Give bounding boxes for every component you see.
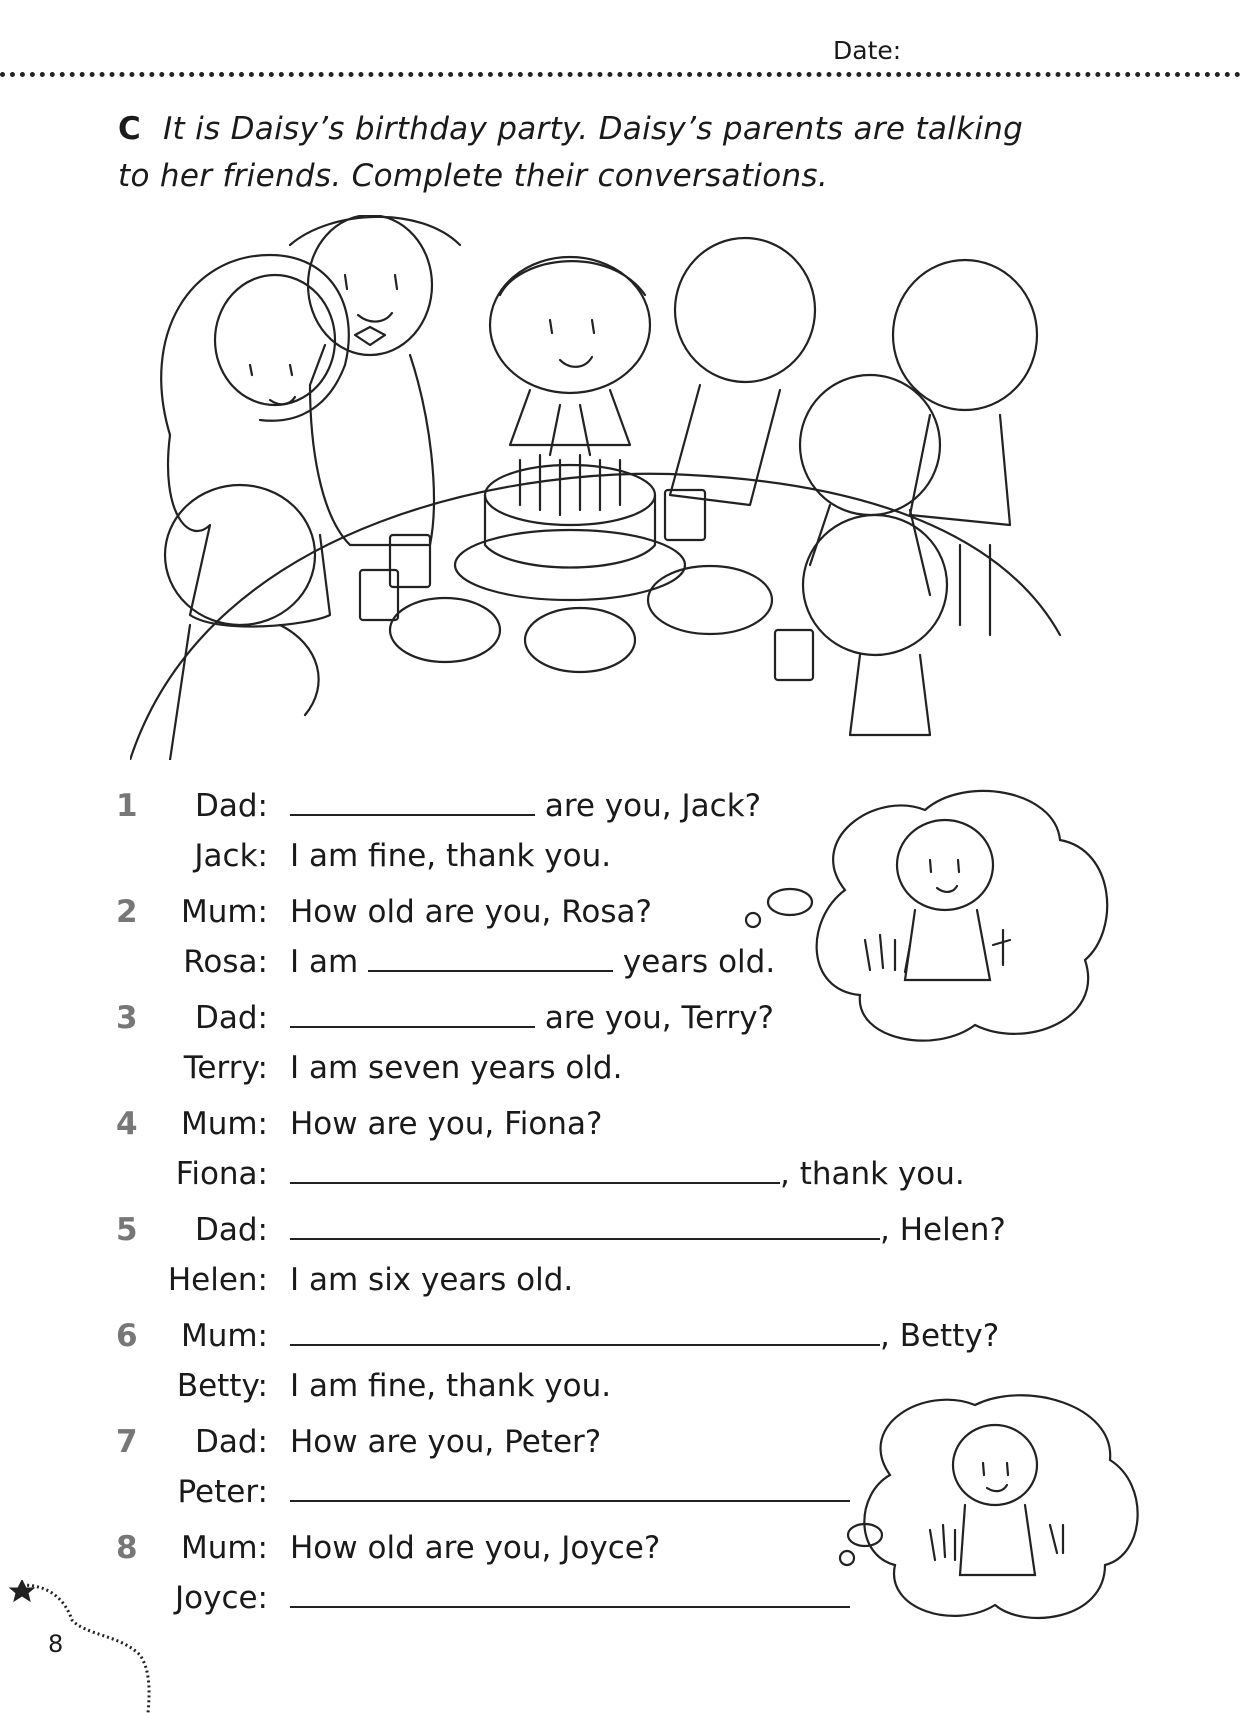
answer-blank[interactable] (368, 940, 613, 972)
speaker-label: Helen: (167, 1262, 268, 1298)
reply-text: I am fine, thank you. (290, 838, 612, 874)
item-number: 6 (116, 1318, 138, 1354)
answer-blank[interactable] (290, 784, 535, 816)
question-text: How are you, Fiona? (290, 1106, 603, 1142)
speaker-label: Joyce: (174, 1580, 268, 1616)
answer-blank[interactable] (290, 1208, 880, 1240)
page-corner-decoration (0, 1580, 170, 1713)
question-text: How old are you, Joyce? (290, 1530, 661, 1566)
speaker-label: Dad: (195, 1000, 268, 1036)
dad-figure (290, 215, 460, 545)
speaker-label: Terry: (183, 1050, 268, 1086)
item-number: 7 (116, 1424, 138, 1460)
answer-blank[interactable] (290, 1314, 880, 1346)
date-label: Date: (833, 36, 902, 65)
speaker-label: Mum: (180, 894, 268, 930)
speaker-label: Dad: (195, 1212, 268, 1248)
item-number: 5 (116, 1212, 138, 1248)
item-number: 4 (116, 1106, 138, 1142)
boy-center-right-figure (670, 238, 815, 505)
conversation-5-line (0, 1208, 1241, 1252)
reply-text: I am years old. (290, 940, 775, 984)
question-text: , Helen? (290, 1208, 1006, 1252)
dotted-divider (0, 72, 1241, 83)
reply-text (290, 1470, 850, 1514)
thought-bubble-rosa (745, 780, 1125, 1050)
conversation-4-line (0, 1102, 1241, 1146)
reply-text: I am fine, thank you. (290, 1368, 612, 1404)
answer-blank[interactable] (290, 1152, 780, 1184)
speaker-label: Fiona: (175, 1156, 268, 1192)
speaker-label: Mum: (180, 1530, 268, 1566)
instruction-line-1: It is Daisy’s birthday party. Daisy’s parents are talking (163, 111, 1024, 147)
question-text: , Betty? (290, 1314, 999, 1358)
conversation-3-reply (0, 1046, 1241, 1090)
speaker-label: Peter: (177, 1474, 268, 1510)
birthday-party-illustration (130, 215, 1085, 760)
instruction-line-2: to her friends. Complete their conversations. (118, 158, 829, 194)
question-text: are you, Terry? (290, 996, 774, 1040)
speaker-label: Dad: (195, 1424, 268, 1460)
conversation-5-reply (0, 1258, 1241, 1302)
answer-blank[interactable] (290, 996, 535, 1028)
cake (455, 455, 685, 600)
item-number: 3 (116, 1000, 138, 1036)
exercise-instruction (118, 106, 1118, 200)
speaker-label: Rosa: (183, 944, 268, 980)
item-number: 8 (116, 1530, 138, 1566)
daisy-figure (490, 257, 650, 455)
item-number: 1 (116, 788, 138, 824)
girl-back-figure (800, 375, 940, 595)
thought-bubble-joyce (835, 1385, 1155, 1635)
conversation-4-reply (0, 1152, 1241, 1196)
reply-text: I am six years old. (290, 1262, 574, 1298)
question-text: are you, Jack? (290, 784, 761, 828)
question-text: How old are you, Rosa? (290, 894, 652, 930)
mum-figure (161, 255, 349, 627)
item-number: 2 (116, 894, 138, 930)
conversation-6-line (0, 1314, 1241, 1358)
speaker-label: Mum: (180, 1106, 268, 1142)
answer-blank[interactable] (290, 1470, 850, 1502)
reply-text (290, 1576, 850, 1620)
speaker-label: Betty: (176, 1368, 268, 1404)
speaker-label: Dad: (195, 788, 268, 824)
reply-text: , thank you. (290, 1152, 965, 1196)
page-number: 8 (48, 1630, 64, 1658)
reply-text: I am seven years old. (290, 1050, 623, 1086)
question-text: How are you, Peter? (290, 1424, 602, 1460)
speaker-label: Mum: (180, 1318, 268, 1354)
boy-front-right-figure (803, 515, 947, 735)
exercise-letter: C (118, 111, 142, 147)
speaker-label: Jack: (194, 838, 268, 874)
answer-blank[interactable] (290, 1576, 850, 1608)
